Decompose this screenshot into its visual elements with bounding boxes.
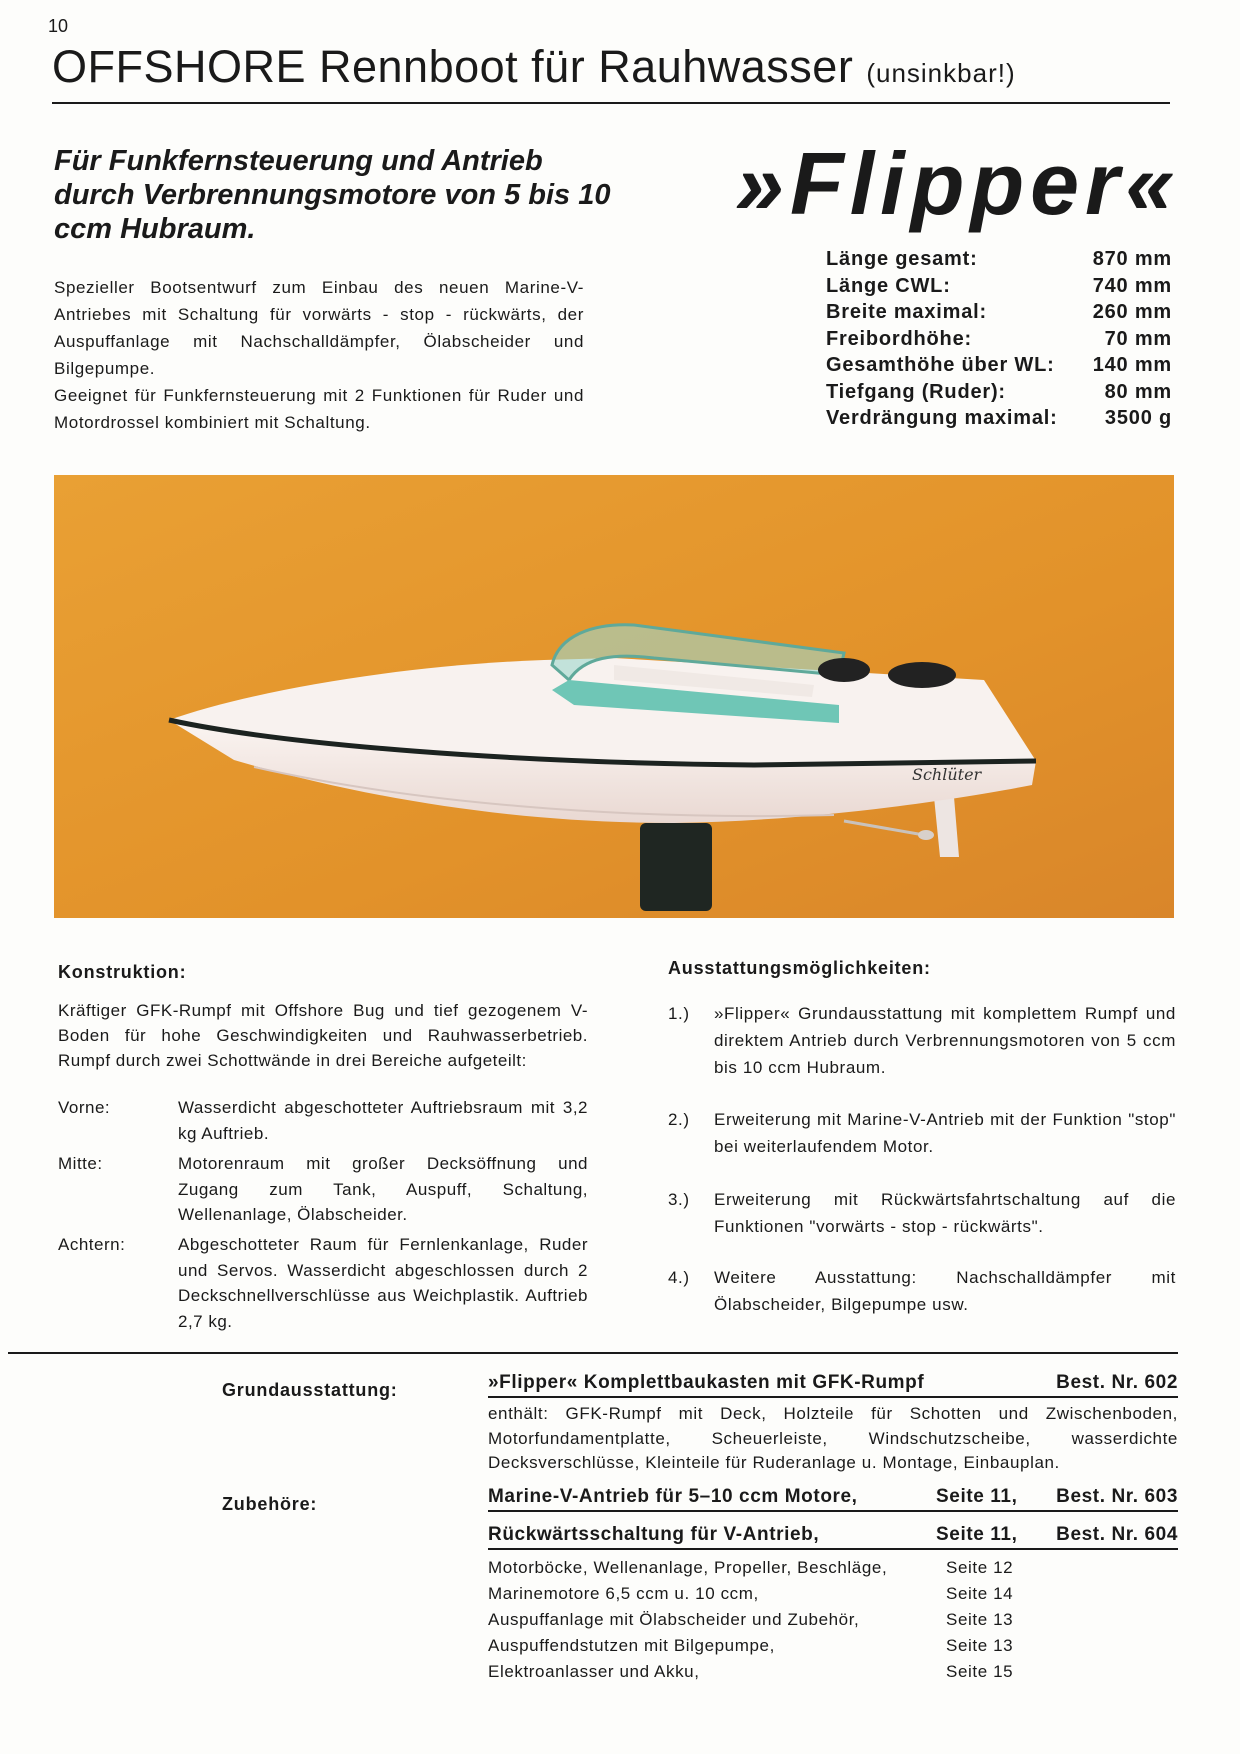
page-title-main: OFFSHORE Rennboot für Rauhwasser [52, 41, 854, 92]
konstruktion-item [58, 1095, 588, 1146]
spec-value: 260 mm [1092, 301, 1172, 323]
spec-label: Breite maximal: [826, 301, 987, 323]
deck-hatch [818, 658, 870, 682]
list-item-number: 3.) [668, 1190, 690, 1209]
list-item [668, 1000, 1176, 1081]
accessory-name: Rückwärtsschaltung für V-Antrieb, [488, 1524, 820, 1545]
grundausstattung-heading: Grundausstattung: [222, 1380, 398, 1400]
boat-photo [54, 475, 1174, 918]
list-item-number: 2.) [668, 1110, 690, 1129]
list-item-text: »Flipper« Grundausstattung mit komplettem Rumpf und direktem Antrieb durch Verbrennungsmotoren von 5 ccm bis 10 ccm Hubraum. [714, 1004, 1176, 1077]
section-divider [8, 1352, 1178, 1354]
spec-value: 3500 g [1104, 407, 1172, 429]
spec-value: 870 mm [1092, 248, 1172, 270]
accessory-page: Seite 15 [946, 1662, 1014, 1681]
spec-value: 70 mm [1104, 327, 1172, 350]
konstruktion-item-label: Achtern: [58, 1235, 126, 1254]
konstruktion-item-label: Vorne: [58, 1098, 111, 1117]
list-item [668, 1186, 1176, 1240]
konstruktion-heading: Konstruktion: [58, 962, 187, 982]
spec-value: 80 mm [1104, 380, 1172, 403]
spec-row [826, 407, 1172, 434]
spec-table [826, 248, 1172, 434]
spec-label: Verdrängung maximal: [826, 407, 1058, 429]
accessory-page: Seite 12 [946, 1558, 1014, 1577]
spec-value: 140 mm [1092, 354, 1172, 376]
spec-row [826, 354, 1172, 381]
spec-label: Gesamthöhe über WL: [826, 354, 1055, 376]
propeller [918, 830, 934, 840]
spec-row [826, 381, 1172, 408]
spec-row [826, 275, 1172, 302]
kit-contents: enthält: GFK-Rumpf mit Deck, Holzteile für Schotten und Zwischenboden, Motorfundamentplatte, Scheuerleiste, Windschutzscheibe, wasserdichte Decksverschlüsse, Kleinteile für Ruderanlage u. Montage, Einbauplan. [488, 1404, 1178, 1472]
konstruktion-item [58, 1232, 588, 1334]
konstruktion-intro-text: Kräftiger GFK-Rumpf mit Offshore Bug und tief gezogenem V-Boden für hohe Geschwindigkeiten und Rauhwasserbetrieb. Rumpf durch zwei Schottwände in drei Bereiche aufgeteilt: [58, 1001, 588, 1070]
page-number: 10 [48, 16, 69, 36]
order-number: Best. Nr. 602 [1056, 1372, 1178, 1393]
spec-label: Länge gesamt: [826, 248, 978, 270]
spec-label: Tiefgang (Ruder): [826, 380, 1006, 403]
accessory-row [488, 1662, 1178, 1689]
konstruktion-intro [58, 998, 588, 1073]
accessory-page: Seite 13 [946, 1610, 1014, 1629]
konstruktion-item [58, 1151, 588, 1228]
page-title-sub: (unsinkbar!) [866, 58, 1016, 88]
accessory-row [488, 1610, 1178, 1637]
list-item-number: 4.) [668, 1268, 690, 1287]
accessory-page: Seite 11, [936, 1486, 1018, 1507]
list-item [668, 1106, 1176, 1160]
accessory-name: Marinemotore 6,5 ccm u. 10 ccm, [488, 1584, 759, 1603]
list-item-number: 1.) [668, 1004, 690, 1023]
accessory-row [488, 1584, 1178, 1611]
intro-text [54, 274, 584, 436]
spec-row [826, 328, 1172, 355]
accessory-page: Seite 11, [936, 1524, 1018, 1545]
product-name: »Flipper« Komplettbaukasten mit GFK-Rumpf [488, 1372, 925, 1393]
order-number: Best. Nr. 603 [1056, 1486, 1178, 1507]
zubehoere-heading: Zubehöre: [222, 1494, 318, 1514]
ausstattung-heading: Ausstattungsmöglichkeiten: [668, 958, 931, 978]
accessory-row [488, 1636, 1178, 1663]
konstruktion-item-text: Motorenraum mit großer Decksöffnung und Zugang zum Tank, Auspuff, Schaltung, Wellenanlage, Ölabscheider. [178, 1154, 588, 1224]
accessory-name: Auspuffanlage mit Ölabscheider und Zubehör, [488, 1610, 860, 1629]
konstruktion-item-text: Abgeschotteter Raum für Fernlenkanlage, Ruder und Servos. Wasserdicht abgeschlossen durch 2 Deckschnellverschlüsse aus Weichplastik. Auftrieb 2,7 kg. [178, 1235, 588, 1331]
konstruktion-item-text: Wasserdicht abgeschotteter Auftriebsraum mit 3,2 kg Auftrieb. [178, 1098, 588, 1143]
headline: Für Funkfernsteuerung und Antrieb durch Verbrennungsmotore von 5 bis 10 ccm Hubraum. [54, 145, 611, 245]
title-divider [52, 102, 1170, 104]
order-number: Best. Nr. 604 [1056, 1524, 1178, 1545]
spec-row [826, 248, 1172, 275]
hull-signature: Schlüter [912, 765, 982, 784]
list-item [668, 1264, 1176, 1318]
accessory-page: Seite 13 [946, 1636, 1014, 1655]
deck-hatch [888, 662, 956, 688]
accessory-main-row [488, 1486, 1178, 1512]
accessory-name: Marine-V-Antrieb für 5–10 ccm Motore, [488, 1486, 858, 1507]
page-title [52, 41, 1016, 92]
accessory-name: Auspuffendstutzen mit Bilgepumpe, [488, 1636, 775, 1655]
spec-label: Länge CWL: [826, 274, 951, 297]
accessory-name: Motorböcke, Wellenanlage, Propeller, Beschläge, [488, 1558, 888, 1577]
intro-paragraph: Spezieller Bootsentwurf zum Einbau des neuen Marine-V-Antriebes mit Schaltung für vorwärts - stop - rückwärts, der Auspuffanlage mit Nachschalldämpfer, Ölabscheider und Bilgepumpe. [54, 278, 584, 378]
list-item-text: Erweiterung mit Marine-V-Antrieb mit der Funktion "stop" bei weiterlaufendem Motor. [714, 1110, 1176, 1156]
boat-stand [640, 823, 712, 911]
accessory-row [488, 1558, 1178, 1585]
product-row [488, 1372, 1178, 1398]
spec-value: 740 mm [1092, 274, 1172, 297]
accessory-page: Seite 14 [946, 1584, 1014, 1603]
intro-paragraph: Geeignet für Funkfernsteuerung mit 2 Funktionen für Ruder und Motordrossel kombiniert mit Schaltung. [54, 386, 584, 432]
list-item-text: Erweiterung mit Rückwärtsfahrtschaltung auf die Funktionen "vorwärts - stop - rückwärts". [714, 1190, 1176, 1236]
accessory-name: Elektroanlasser und Akku, [488, 1662, 700, 1681]
konstruktion-item-label: Mitte: [58, 1154, 103, 1173]
spec-row [826, 301, 1172, 328]
list-item-text: Weitere Ausstattung: Nachschalldämpfer mit Ölabscheider, Bilgepumpe usw. [714, 1268, 1176, 1314]
spec-label: Freibordhöhe: [826, 327, 972, 350]
brand-name: »Flipper« [735, 134, 1181, 233]
accessory-main-row [488, 1524, 1178, 1550]
